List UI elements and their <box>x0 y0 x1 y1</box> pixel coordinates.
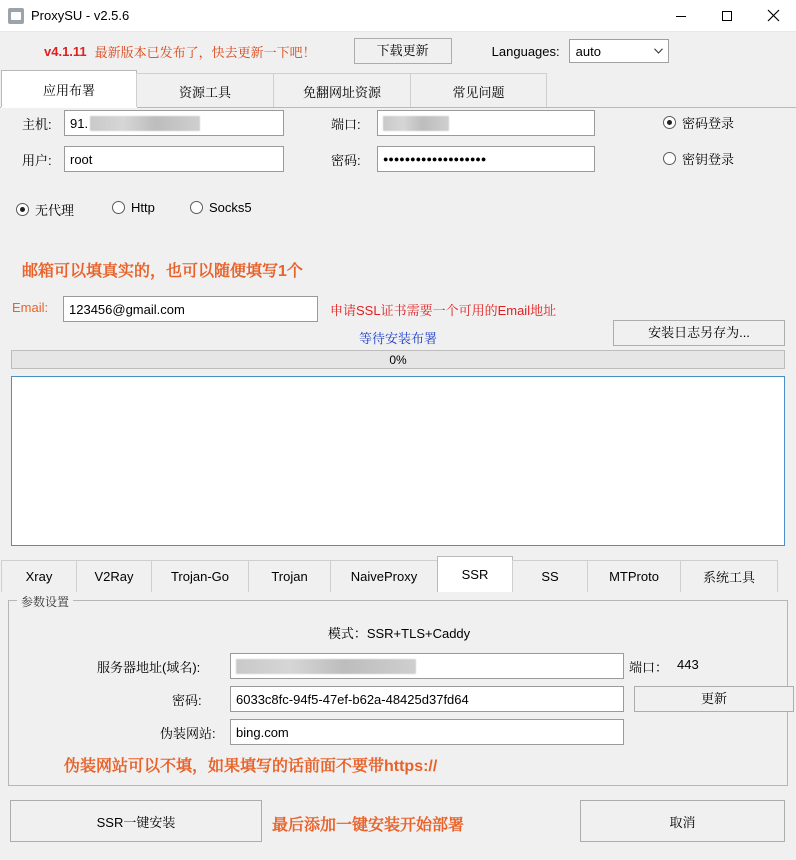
password-label: 密码: <box>331 153 361 168</box>
radio-icon <box>663 116 676 129</box>
status-section <box>0 316 796 370</box>
tab-trojan[interactable] <box>248 560 331 592</box>
server-redaction <box>236 659 416 674</box>
password-input-value: ●●●●●●●●●●●●●●●●●●● <box>383 154 487 164</box>
tab-label: 资源工具 <box>178 84 231 100</box>
progress-bar <box>11 350 785 369</box>
tab-xray[interactable] <box>1 560 77 592</box>
params-group-title: 参数设置 <box>17 593 73 610</box>
radio-icon <box>663 152 676 165</box>
tab-label: Trojan-Go <box>170 569 230 584</box>
proxy-row <box>0 192 796 226</box>
fake-site-label: 伪装网站: <box>160 726 216 741</box>
param-password-value: 6033c8fc-94f5-47ef-b62a-48425d37fd64 <box>236 691 469 707</box>
server-label: 服务器地址(域名): <box>97 660 201 675</box>
fake-site-input[interactable] <box>230 719 624 745</box>
refresh-password-button[interactable]: 更新 <box>634 686 794 712</box>
latest-version-label: v4.1.11 <box>44 43 87 59</box>
proxy-socks5-radio[interactable] <box>190 200 252 215</box>
tab-app-deploy[interactable] <box>1 70 137 108</box>
install-button[interactable]: SSR一键安装 <box>10 800 262 842</box>
close-icon[interactable] <box>750 0 796 32</box>
port-redaction <box>383 116 449 131</box>
tab-label: V2Ray <box>94 569 134 584</box>
param-port-value: 443 <box>677 657 699 672</box>
proxy-none-radio[interactable] <box>16 200 74 219</box>
app-icon <box>8 8 24 24</box>
language-label: Languages: <box>491 43 560 59</box>
user-input-value: root <box>70 151 93 167</box>
host-redaction <box>90 116 200 131</box>
tab-label: SS <box>541 569 559 584</box>
chevron-down-icon <box>650 40 668 62</box>
log-output[interactable] <box>11 376 785 546</box>
tab-resource-tools[interactable] <box>136 73 274 108</box>
radio-icon <box>112 201 125 214</box>
tab-label: 常见问题 <box>452 84 505 100</box>
tab-label: Trojan <box>271 569 308 584</box>
tab-label: 应用布署 <box>42 83 95 98</box>
auth-password-label: 密码登录 <box>682 116 735 131</box>
host-label: 主机: <box>22 117 52 132</box>
host-label-wrap <box>22 114 52 133</box>
tab-v2ray[interactable] <box>76 560 152 592</box>
password-input[interactable] <box>377 146 595 172</box>
auth-key-radio[interactable] <box>663 149 734 168</box>
update-banner <box>0 32 796 70</box>
tab-label: MTProto <box>609 569 659 584</box>
port-input[interactable] <box>377 110 595 136</box>
auth-key-label: 密钥登录 <box>682 152 735 167</box>
save-log-button[interactable]: 安装日志另存为... <box>613 320 785 346</box>
tab-ssr[interactable] <box>437 556 513 592</box>
host-input[interactable] <box>64 110 284 136</box>
tab-ss[interactable] <box>512 560 588 592</box>
user-label: 用户: <box>22 153 52 168</box>
tab-mtproto[interactable] <box>587 560 681 592</box>
email-hint-top: 邮箱可以填真实的，也可以随便填写1个 <box>22 263 303 280</box>
window-controls <box>658 0 796 32</box>
host-input-value: 91. <box>70 115 89 131</box>
download-update-button[interactable]: 下载更新 <box>354 38 452 64</box>
param-password-input[interactable] <box>230 686 624 712</box>
mode-value: SSR+TLS+Caddy <box>366 626 471 641</box>
tab-system-tools[interactable] <box>680 560 778 592</box>
user-label-wrap <box>22 150 52 169</box>
auth-password-radio[interactable] <box>663 113 734 132</box>
proxy-http-radio[interactable] <box>112 200 155 215</box>
tab-trojan-go[interactable] <box>151 560 249 592</box>
fake-site-hint: 伪装网站可以不填，如果填写的话前面不要带https:// <box>64 758 438 775</box>
param-port-label: 端口： <box>629 660 669 675</box>
language-select-value: auto <box>575 43 601 59</box>
proxy-http-label: Http <box>131 200 155 215</box>
user-input[interactable] <box>64 146 284 172</box>
port-label-wrap <box>331 114 361 133</box>
cancel-button[interactable]: 取消 <box>580 800 785 842</box>
radio-icon <box>190 201 203 214</box>
proxy-none-label: 无代理 <box>35 203 75 218</box>
tab-free-sites[interactable] <box>273 73 411 108</box>
main-tabbar <box>0 70 796 108</box>
window-titlebar <box>0 0 796 32</box>
fake-site-value: bing.com <box>236 724 289 740</box>
email-input-value: 123456@gmail.com <box>69 301 185 317</box>
protocol-tabbar <box>0 556 796 592</box>
language-select[interactable] <box>569 39 669 63</box>
params-group <box>8 595 788 786</box>
radio-icon <box>16 203 29 216</box>
port-label: 端口: <box>331 117 361 132</box>
connection-panel <box>0 108 796 192</box>
mode-label: 模式： <box>327 626 367 641</box>
email-label: Email: <box>12 300 49 315</box>
window-title: ProxySU - v2.5.6 <box>31 8 130 23</box>
tab-label: SSR <box>461 567 489 582</box>
mode-row <box>9 623 789 642</box>
maximize-icon[interactable] <box>704 0 750 32</box>
tab-naiveproxy[interactable] <box>330 560 438 592</box>
server-input[interactable] <box>230 653 624 679</box>
update-message: 最新版本已发布了，快去更新一下吧！ <box>94 44 316 60</box>
email-hint-right: 申请SSL证书需要一个可用的Email地址 <box>330 303 557 318</box>
tab-label: 免翻网址资源 <box>302 84 381 100</box>
proxy-socks5-label: Socks5 <box>209 200 252 215</box>
email-section <box>0 226 796 316</box>
action-bar <box>0 794 796 854</box>
param-password-label: 密码: <box>172 693 202 708</box>
tab-label: Xray <box>25 569 53 584</box>
minimize-icon[interactable] <box>658 0 704 32</box>
tab-label: 系统工具 <box>702 570 755 585</box>
tab-faq[interactable] <box>410 73 547 108</box>
tab-label: NaiveProxy <box>350 569 418 584</box>
progress-label: 0% <box>389 352 407 367</box>
status-text: 等待安装布署 <box>358 331 437 346</box>
install-hint: 最后添加一键安装开始部署 <box>272 817 465 834</box>
password-label-wrap <box>331 150 361 169</box>
